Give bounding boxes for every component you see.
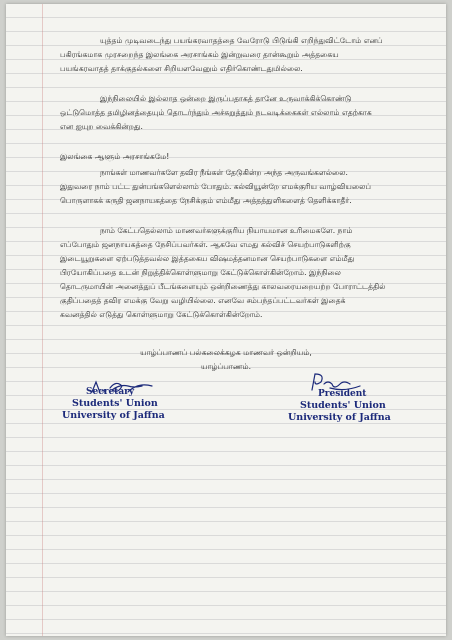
paragraph-line: இந்நிலையில் இல்லாத ஒன்றை இருப்பதாகத் தானே உருவாக்கிக்கொண்டு — [100, 94, 352, 103]
secretary-title: Secretary — [86, 387, 135, 397]
paragraph-line: நாம் கேட்பதெல்லாம் மாணவர்களுக்குரிய நியாயமான உரிமைகளே. நாம் — [100, 226, 353, 235]
paragraph-2 — [60, 92, 418, 134]
ruled-margin-line — [42, 4, 43, 636]
paragraph-5 — [60, 224, 418, 322]
paragraph-line: எப்போதும் ஜனநாயகத்தை நேசிப்பவர்கள். ஆகவே எமது கல்விச் செயற்பாடுகளிற்கு — [60, 240, 351, 249]
paragraph-3 — [60, 150, 418, 164]
paragraph-line: ஒட்டுமொத்த தமிழினத்தையும் தொடர்ந்தும் அச்சுறுத்தும் நடவடிக்கைகள் எல்லாம் எதற்காக — [60, 108, 372, 117]
secretary-university: University of Jaffna — [62, 410, 165, 421]
letter-body — [60, 34, 418, 338]
paragraph-line: இதுவரை நாம் பட்ட துன்பங்களெல்லாம் போதும். கல்வியூன்றே எமக்குரிய வாழ்வியலைப் — [60, 182, 372, 191]
paragraph-line: பயங்கரவாதத் தாக்குதல்களை சிறியளவேனும் எதிர்கொண்டதுமில்லை. — [60, 64, 303, 73]
secretary-stamp — [62, 386, 182, 422]
paragraph-line: கவனத்தில் எடுத்து கொள்ளுமாறு கேட்டுக்கொள்கின்றோம். — [60, 310, 263, 319]
president-university: University of Jaffna — [288, 412, 391, 423]
secretary-org: Students' Union — [72, 398, 158, 409]
paragraph-line: பகிரங்கமாக முரசறைந்த இலங்கை அரசாங்கம் இன்றுவரை தான்கூறும் அத்தகைய — [60, 50, 339, 59]
paragraph-line: தொடருமாயின் அனைத்துப் பீடங்களையும் ஒன்றிணைத்து காலவரையறையற்ற போராட்டத்தில் — [60, 282, 386, 291]
president-stamp — [288, 388, 418, 424]
paragraph-line: யுத்தம் முடிவடைந்து பயங்கரவாதத்தை வேரோடு பிடுங்கி எறிந்துவிட்டோம் எனப் — [100, 36, 383, 45]
president-title: President — [318, 389, 367, 399]
paragraph-line: இலங்கை ஆளும் அரசாங்கமே! — [60, 152, 170, 161]
paragraph-line: இடையூறுகளை ஏற்படுத்தவல்ல இத்தகைய விஷமத்தனமான செயற்பாடுகளை எம்மீது — [60, 254, 355, 263]
president-org: Students' Union — [300, 400, 386, 411]
paragraph-line: பிரயோகிப்பதை உடன் நிறுத்திக்கொள்ளுமாறு கேட்டுக்கொள்கின்றோம். இந்நிலை — [60, 268, 341, 277]
paragraph-4 — [60, 166, 418, 208]
paragraph-line: நாங்கள் மாணவர்களே தவிர நீங்கள் தேடுகின்ற அந்த அருவங்களல்லை. — [100, 168, 348, 177]
paragraph-1 — [60, 34, 418, 76]
paragraph-line: என ஐயுற வைக்கின்றது. — [60, 122, 143, 131]
paragraph-line: குதிப்பதைத் தவிர எமக்கு வேறு வழியில்லை. எனவே சம்பந்தப்பட்டவர்கள் இதைக் — [60, 296, 346, 305]
closing-line-union: யாழ்ப்பாணப் பல்கலைக்கழக மாணவர் ஒன்றியம், — [140, 348, 312, 357]
document-page — [6, 4, 446, 636]
closing-line-place: யாழ்ப்பாணம். — [200, 362, 252, 371]
paragraph-line: பொருளாகக் கருதி ஜனநாயகத்தை நேசிக்கும் எம்மீது அத்தத்துளிகளைத் தெளிக்காதீர். — [60, 196, 352, 205]
